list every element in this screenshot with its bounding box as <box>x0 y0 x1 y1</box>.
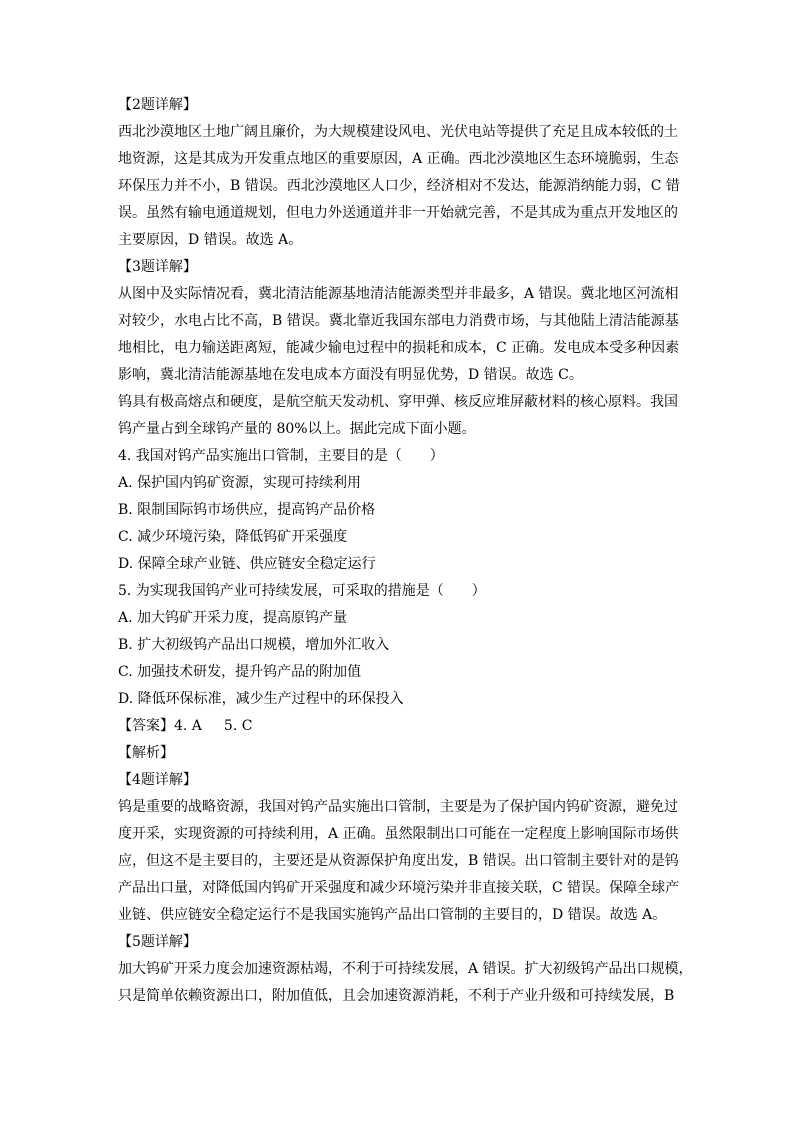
paragraph-line: 钨是重要的战略资源，我国对钨产品实施出口管制，主要是为了保护国内钨矿资源，避免过 <box>118 799 678 815</box>
paragraph-line: 业链、供应链安全稳定运行不是我国实施钨产品出口管制的主要目的，D 错误。故选 A。 <box>118 907 667 923</box>
paragraph-line: 只是简单依赖资源出口，附加值低，且会加速资源消耗，不利于产业升级和可持续发展，B <box>118 988 675 1004</box>
question-5-option-d: D. 降低环保标准，减少生产过程中的环保投入 <box>118 691 404 707</box>
paragraph-line: 产品出口量，对降低国内钨矿开采强度和减少环境污染并非直接关联，C 错误。保障全球产 <box>118 880 680 896</box>
section-heading-q4: 【4题详解】 <box>118 772 197 788</box>
paragraph-line: 地相比，电力输送距离短，能减少输电过程中的损耗和成本，C 正确。发电成本受多种因素 <box>118 340 680 356</box>
answer-label: 【答案】4. A <box>118 718 202 734</box>
document-page <box>118 92 698 1010</box>
intro-line: 钨产量占到全球钨产量的 80%以上。据此完成下面小题。 <box>118 421 476 437</box>
paragraph-line: 环保压力并不小，B 错误。西北沙漠地区人口少，经济相对不发达，能源消纳能力弱，C 错 <box>118 178 680 194</box>
question-5-option-a: A. 加大钨矿开采力度，提高原钨产量 <box>118 610 348 626</box>
section-heading-q2: 【2题详解】 <box>118 97 197 113</box>
analysis-heading: 【解析】 <box>118 745 174 761</box>
paragraph-line: 加大钨矿开采力度会加速资源枯竭，不利于可持续发展，A 错误。扩大初级钨产品出口规模， <box>118 961 693 977</box>
paragraph-line: 从图中及实际情况看，冀北清洁能源基地清洁能源类型并非最多，A 错误。冀北地区河流相 <box>118 286 679 302</box>
question-4-stem: 4. 我国对钨产品实施出口管制，主要目的是（ ） <box>118 448 444 464</box>
paragraph-line: 影响，冀北清洁能源基地在发电成本方面没有明显优势，D 错误。故选 C。 <box>118 367 583 383</box>
paragraph-line: 误。虽然有输电通道规划，但电力外送通道并非一开始就完善，不是其成为重点开发地区的 <box>118 205 678 221</box>
answer-second: 5. C <box>223 718 253 734</box>
section-heading-q5: 【5题详解】 <box>118 934 197 950</box>
section-heading-q3: 【3题详解】 <box>118 259 197 275</box>
paragraph-line: 应，但这不是主要目的，主要还是从资源保护角度出发，B 错误。出口管制主要针对的是钨 <box>118 853 679 869</box>
question-4-option-a: A. 保护国内钨矿资源，实现可持续利用 <box>118 475 362 491</box>
question-5-stem: 5. 为实现我国钨产业可持续发展，可采取的措施是（ ） <box>118 583 486 599</box>
paragraph-line: 西北沙漠地区土地广阔且廉价，为大规模建设风电、光伏电站等提供了充足且成本较低的土 <box>118 124 678 140</box>
question-4-option-b: B. 限制国际钨市场供应，提高钨产品价格 <box>118 502 376 518</box>
intro-line: 钨具有极高熔点和硬度，是航空航天发动机、穿甲弹、核反应堆屏蔽材料的核心原料。我国 <box>118 394 678 410</box>
paragraph-line: 对较少，水电占比不高，B 错误。冀北靠近我国东部电力消费市场，与其他陆上清洁能源基 <box>118 313 679 329</box>
question-4-option-c: C. 减少环境污染，降低钨矿开采强度 <box>118 529 348 545</box>
answer-line <box>118 713 698 740</box>
paragraph-line: 度开采，实现资源的可持续利用，A 正确。虽然限制出口可能在一定程度上影响国际市场供 <box>118 826 679 842</box>
paragraph-line: 地资源，这是其成为开发重点地区的重要原因，A 正确。西北沙漠地区生态环境脆弱，生态 <box>118 151 679 167</box>
question-4-option-d: D. 保障全球产业链、供应链安全稳定运行 <box>118 556 376 572</box>
question-5-option-b: B. 扩大初级钨产品出口规模，增加外汇收入 <box>118 637 390 653</box>
paragraph-line: 主要原因，D 错误。故选 A。 <box>118 232 303 248</box>
question-5-option-c: C. 加强技术研发，提升钨产品的附加值 <box>118 664 362 680</box>
